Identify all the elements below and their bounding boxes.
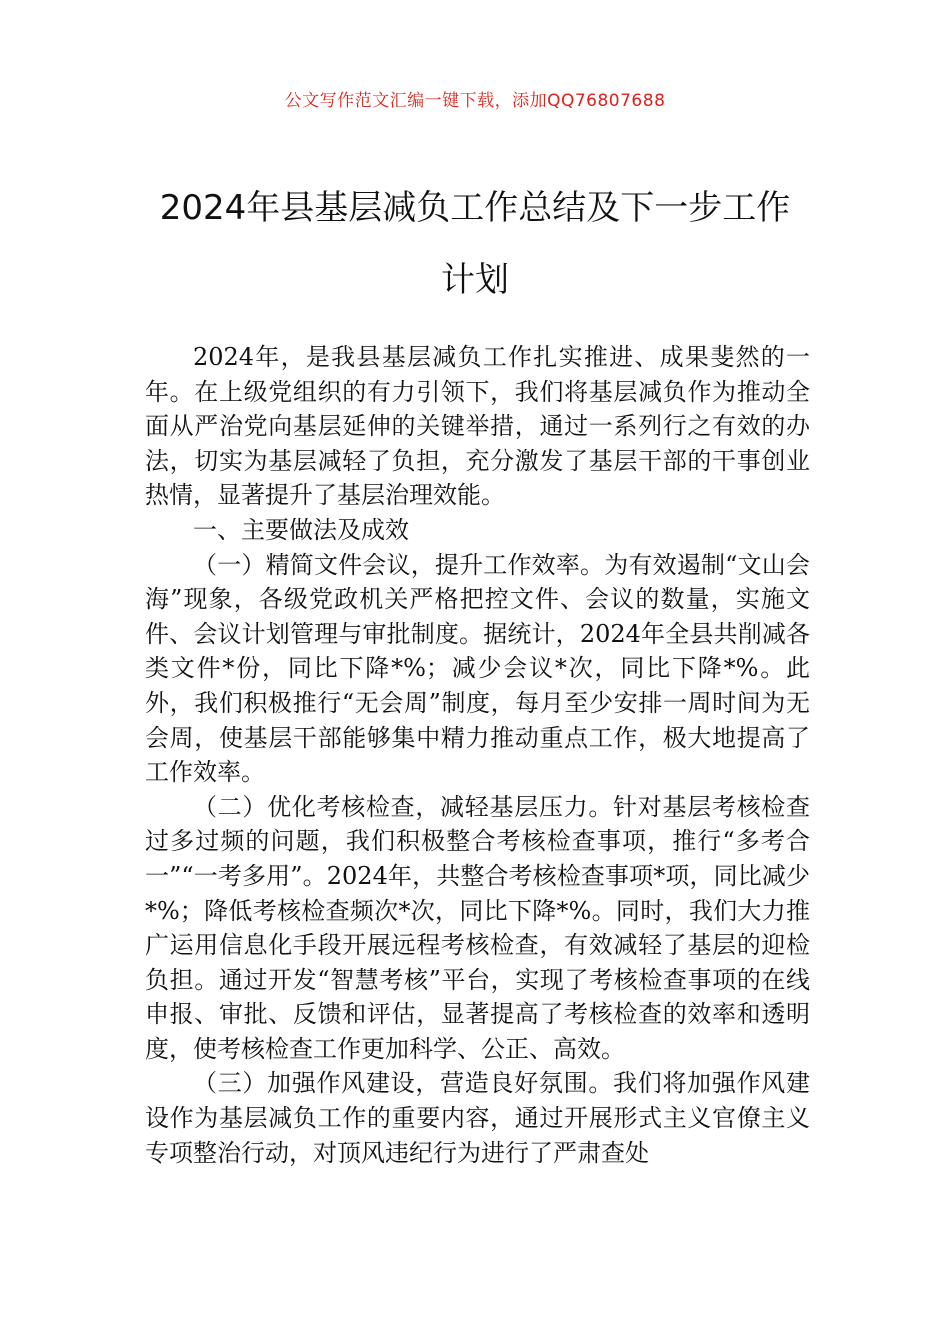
- document-body: [145, 340, 810, 1170]
- title-line-1: 2024年县基层减负工作总结及下一步工作: [159, 188, 791, 228]
- title-line-2: 计划: [441, 260, 509, 300]
- download-banner: 公文写作范文汇编一键下载，添加QQ76807688: [284, 91, 666, 111]
- document-title: [100, 172, 850, 316]
- intro-paragraph: 2024年，是我县基层减负工作扎实推进、成果斐然的一年。在上级党组织的有力引领下，我们将基层减负作为推动全面从严治党向基层延伸的关键举措，通过一系列行之有效的办法，切实为基层减轻了负担，充分激发了基层干部的干事创业热情，显著提升了基层治理效能。: [145, 343, 810, 510]
- paragraph-item-1: （一）精简文件会议，提升工作效率。为有效遏制“文山会海”现象，各级党政机关严格把控文件、会议的数量，实施文件、会议计划管理与审批制度。据统计，2024年全县共削减各类文件*份，同比下降*%；减少会议*次，同比下降*%。此外，我们积极推行“无会周”制度，每月至少安排一周时间为无会周，使基层干部能够集中精力推动重点工作，极大地提高了工作效率。: [145, 550, 810, 787]
- section-heading: 一、主要做法及成效: [193, 515, 409, 544]
- paragraph-item-2: （二）优化考核检查，减轻基层压力。针对基层考核检查过多过频的问题，我们积极整合考核检查事项，推行“多考合一”“一考多用”。2024年，共整合考核检查事项*项，同比减少*%；降低考核检查频次*次，同比下降*%。同时，我们大力推广运用信息化手段开展远程考核检查，有效减轻了基层的迎检负担。通过开发“智慧考核”平台，实现了考核检查事项的在线申报、审批、反馈和评估，显著提高了考核检查的效率和透明度，使考核检查工作更加科学、公正、高效。: [145, 792, 810, 1063]
- paragraph-item-3: （三）加强作风建设，营造良好氛围。我们将加强作风建设作为基层减负工作的重要内容，通过开展形式主义官僚主义专项整治行动，对顶风违纪行为进行了严肃查处: [145, 1069, 810, 1167]
